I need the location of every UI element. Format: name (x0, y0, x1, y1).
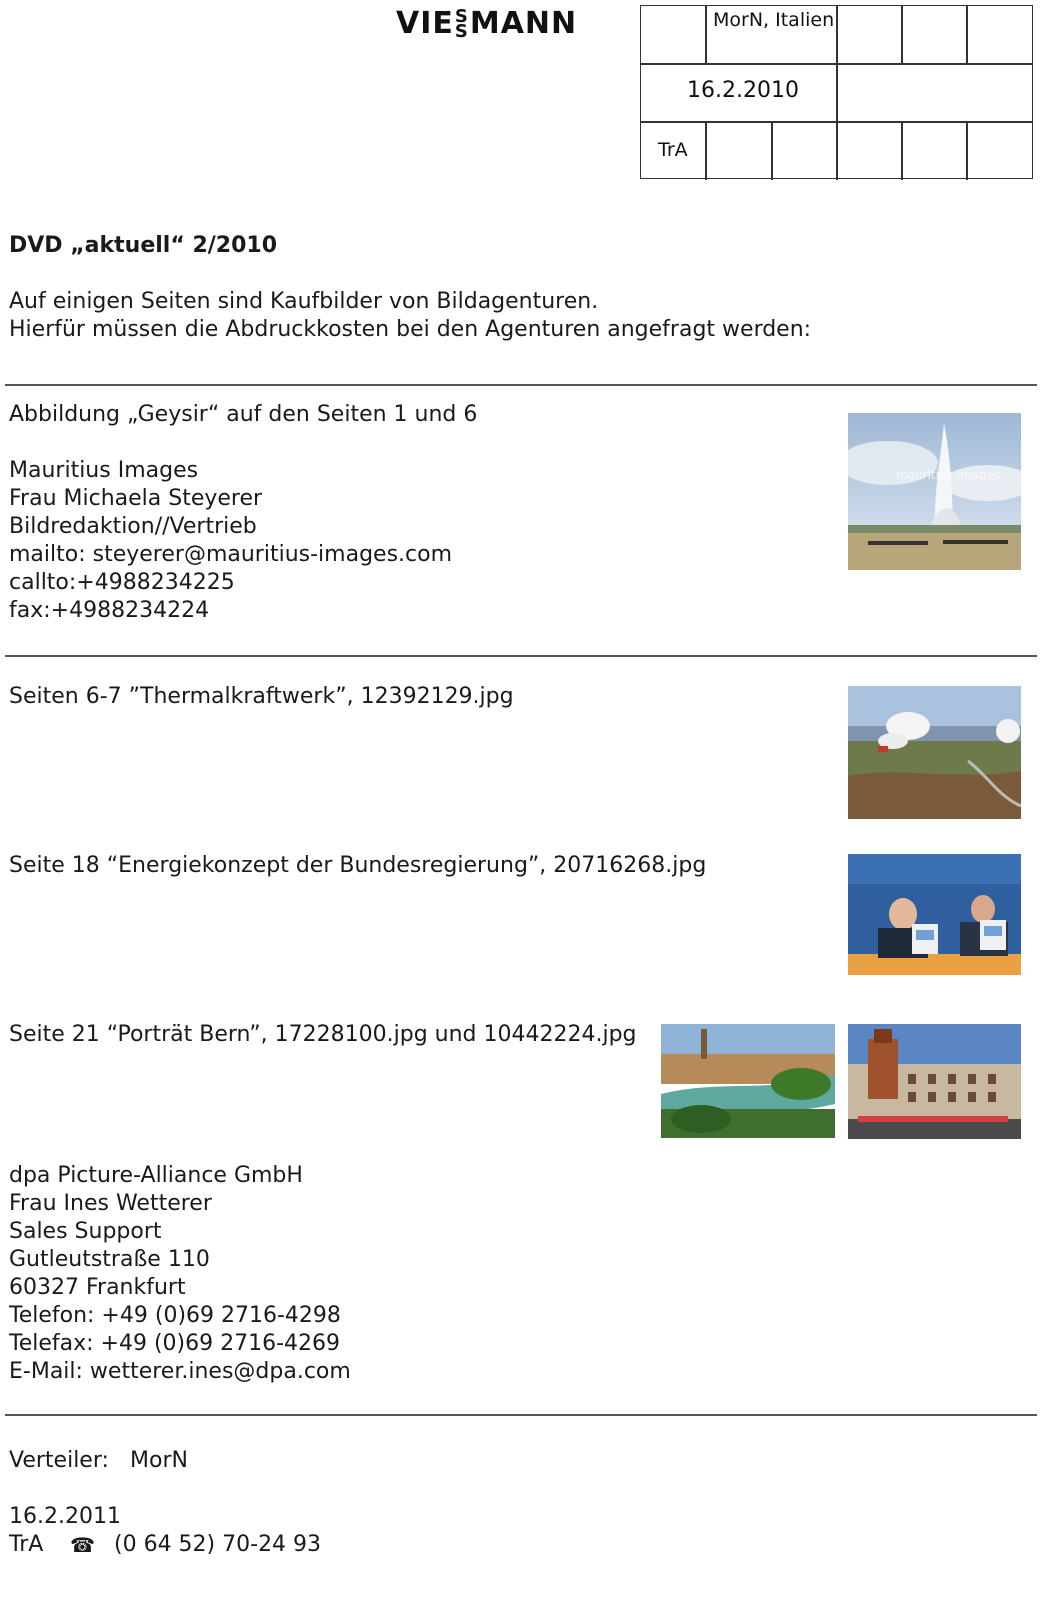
header-cell-location: MorN, Italien (713, 9, 835, 31)
bern-photo-river (661, 1024, 835, 1138)
energiekonzept-photo (848, 854, 1021, 975)
bern-photo-street (848, 1024, 1021, 1139)
image-item-energiekonzept: Seite 18 “Energiekonzept der Bundesregierung”, 20716268.jpg (9, 853, 707, 878)
divider-2 (5, 655, 1037, 657)
document-title: DVD „aktuell“ 2/2010 (9, 233, 278, 258)
contact1-line: Bildredaktion//Vertrieb (9, 514, 257, 539)
contact2-line: Frau Ines Wetterer (9, 1191, 212, 1216)
phone-icon: ☎ (70, 1533, 95, 1557)
logo-text-right: MANN (469, 6, 578, 41)
verteiler-label: Verteiler: (9, 1448, 109, 1473)
logo-text-left: VIE (396, 6, 454, 41)
contact2-fax: Telefax: +49 (0)69 2716-4269 (9, 1331, 341, 1356)
contact2-line: dpa Picture-Alliance GmbH (9, 1163, 303, 1188)
contact2-line: Gutleutstraße 110 (9, 1247, 210, 1272)
header-grid (640, 5, 1033, 179)
image-item-thermalkraftwerk: Seiten 6-7 ”Thermalkraftwerk”, 12392129.jpg (9, 684, 514, 709)
contact2-line: Sales Support (9, 1219, 162, 1244)
divider-1 (5, 384, 1037, 386)
verteiler-value: MorN (130, 1448, 188, 1473)
contact1-line: Mauritius Images (9, 458, 199, 483)
footer-phone: (0 64 52) 70-24 93 (114, 1532, 322, 1557)
contact2-phone: Telefon: +49 (0)69 2716-4298 (9, 1303, 341, 1328)
footer-date: 16.2.2011 (9, 1504, 121, 1529)
photo-watermark: mauritius images (895, 468, 1001, 482)
viessmann-logo (396, 6, 577, 41)
logo-double-s: S S (454, 5, 469, 42)
header-cell-date: 16.2.2010 (687, 78, 799, 103)
image-item-bern: Seite 21 “Porträt Bern”, 17228100.jpg und 10442224.jpg (9, 1022, 637, 1047)
intro-line-1: Auf einigen Seiten sind Kaufbilder von Bildagenturen. (9, 289, 599, 314)
intro-line-2: Hierfür müssen die Abdruckkosten bei den Agenturen angefragt werden: (9, 317, 812, 342)
contact1-fax: fax:+4988234224 (9, 598, 210, 623)
footer-initials: TrA (9, 1532, 44, 1557)
contact2-email[interactable]: E-Mail: wetterer.ines@dpa.com (9, 1359, 351, 1384)
geysir-photo (848, 413, 1021, 570)
contact1-line: Frau Michaela Steyerer (9, 486, 263, 511)
contact2-line: 60327 Frankfurt (9, 1275, 186, 1300)
contact1-phone[interactable]: callto:+4988234225 (9, 570, 235, 595)
contact1-email[interactable]: mailto: steyerer@mauritius-images.com (9, 542, 453, 567)
thermalkraftwerk-photo (848, 686, 1021, 819)
header-cell-initials: TrA (658, 139, 688, 161)
divider-3 (5, 1414, 1037, 1416)
section1-heading: Abbildung „Geysir“ auf den Seiten 1 und 6 (9, 402, 478, 427)
